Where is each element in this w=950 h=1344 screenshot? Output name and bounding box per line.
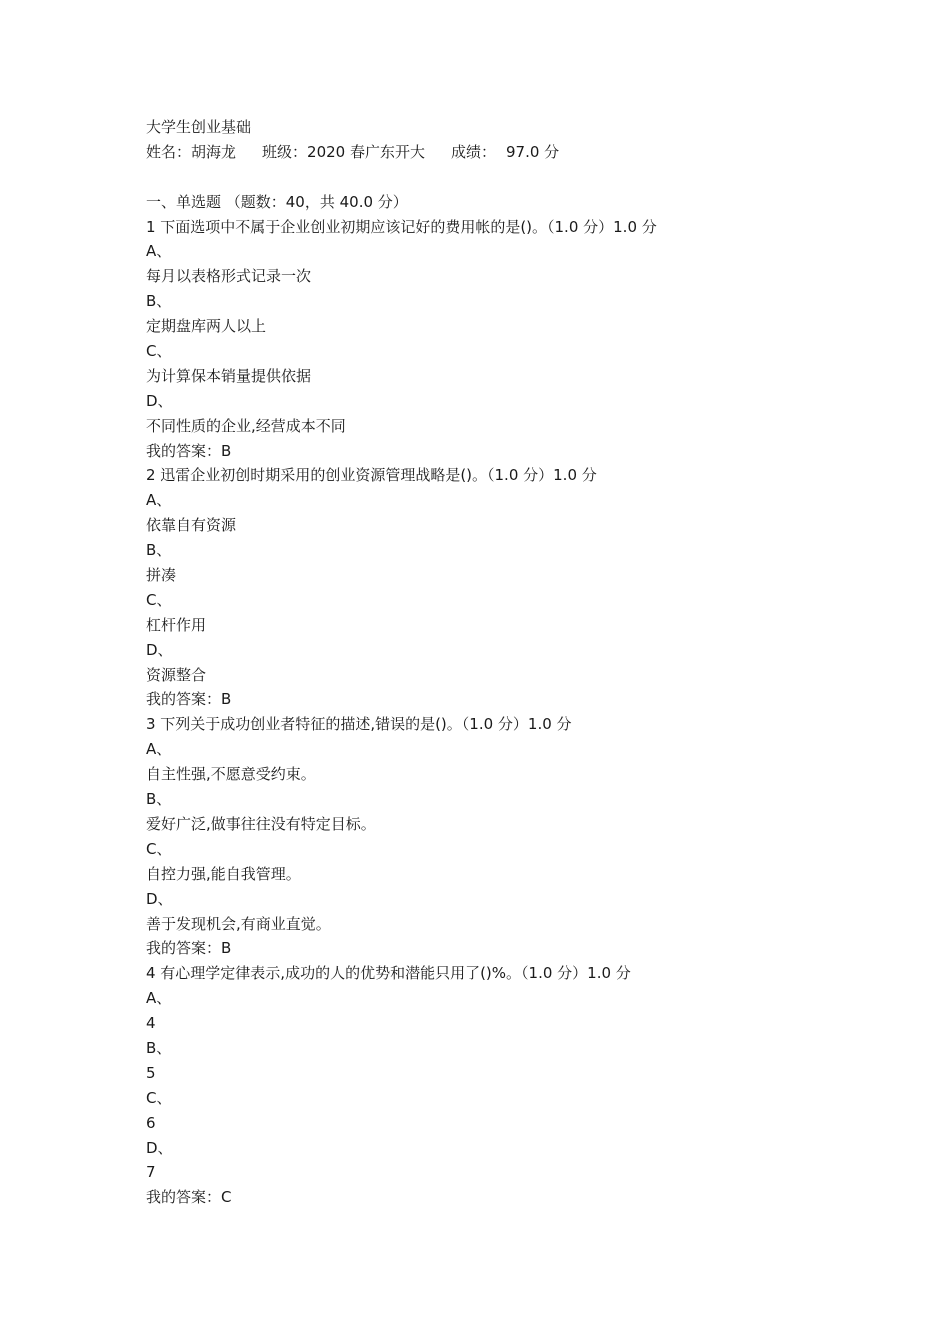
option-text: 资源整合 <box>146 665 207 684</box>
option-text: 6 <box>146 1113 156 1132</box>
doc-title: 大学生创业基础 <box>146 118 252 136</box>
score-value: 97.0 分 <box>506 142 560 161</box>
my-answer: 我的答案：C <box>146 1188 232 1207</box>
option-letter: A、 <box>146 740 172 759</box>
student-info-line <box>146 140 866 165</box>
option-text: 杠杆作用 <box>146 615 207 634</box>
option-letter: A、 <box>146 491 172 510</box>
student-name: 胡海龙 <box>191 142 237 161</box>
option-letter: B、 <box>146 1038 172 1057</box>
option-text: 善于发现机会,有商业直觉。 <box>146 914 331 933</box>
question-block <box>146 961 866 1210</box>
my-answer: 我的答案：B <box>146 939 232 958</box>
name-label: 姓名： <box>146 142 192 161</box>
option-letter: B、 <box>146 541 172 560</box>
question-stem: 2 迅雷企业初创时期采用的创业资源管理战略是()。（1.0 分）1.0 分 <box>146 466 597 485</box>
option-text: 定期盘库两人以上 <box>146 317 267 336</box>
option-text: 自主性强,不愿意受约束。 <box>146 765 316 784</box>
option-letter: C、 <box>146 1088 172 1107</box>
option-letter: D、 <box>146 640 173 659</box>
option-letter: C、 <box>146 839 172 858</box>
option-letter: B、 <box>146 292 172 311</box>
option-text: 5 <box>146 1063 156 1082</box>
option-text: 每月以表格形式记录一次 <box>146 267 312 286</box>
option-text: 拼凑 <box>146 566 177 585</box>
question-block <box>146 215 866 464</box>
option-letter: D、 <box>146 1138 173 1157</box>
class-label: 班级： <box>262 142 308 161</box>
question-stem: 1 下面选项中不属于企业创业初期应该记好的费用帐的是()。（1.0 分）1.0 分 <box>146 217 657 236</box>
question-stem: 4 有心理学定律表示,成功的人的优势和潜能只用了()%。（1.0 分）1.0 分 <box>146 964 631 983</box>
option-text: 爱好广泛,做事往往没有特定目标。 <box>146 814 376 833</box>
section-heading: 一、单选题 （题数：40，共 40.0 分） <box>146 192 408 211</box>
my-answer: 我的答案：B <box>146 441 232 460</box>
question-block <box>146 463 866 712</box>
option-text: 7 <box>146 1163 156 1182</box>
question-stem: 3 下列关于成功创业者特征的描述,错误的是()。（1.0 分）1.0 分 <box>146 715 572 734</box>
document-page <box>146 115 866 1210</box>
option-text: 自控力强,能自我管理。 <box>146 864 301 883</box>
my-answer: 我的答案：B <box>146 690 232 709</box>
option-letter: A、 <box>146 242 172 261</box>
option-text: 4 <box>146 1014 156 1033</box>
class-value: 2020 春广东开大 <box>307 142 425 161</box>
option-letter: D、 <box>146 889 173 908</box>
score-label: 成绩： <box>451 142 497 161</box>
option-text: 为计算保本销量提供依据 <box>146 366 312 385</box>
spacer <box>146 165 866 190</box>
option-letter: B、 <box>146 790 172 809</box>
option-letter: C、 <box>146 590 172 609</box>
question-block <box>146 712 866 961</box>
option-letter: A、 <box>146 989 172 1008</box>
option-text: 依靠自有资源 <box>146 516 237 535</box>
option-letter: D、 <box>146 391 173 410</box>
option-letter: C、 <box>146 342 172 361</box>
option-text: 不同性质的企业,经营成本不同 <box>146 416 346 435</box>
